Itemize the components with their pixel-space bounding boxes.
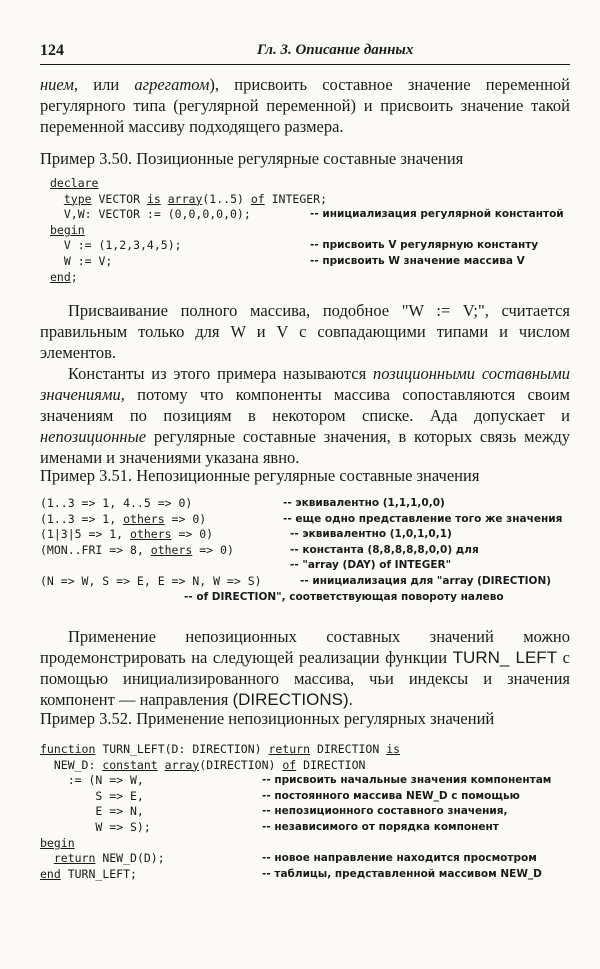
paragraph-intro: нием, или агрегатом), присвоить составное значение переменной регулярного типа (регулярной переменной) и присвоить значение такой переменной массиву подходящего размера. [40, 75, 570, 136]
code-comment: -- эквивалентно (1,0,1,0,1) [290, 528, 452, 541]
code-comment: -- "array (DAY) of INTEGER" [290, 559, 452, 572]
term-directions: (DIRECTIONS) [232, 690, 349, 709]
term-aggregate: агрегатом [134, 75, 210, 94]
example-3-51-code: (1..3 => 1, 4..5 => 0) (1..3 => 1, others => 0) (1|3|5 => 1, others => 0) (MON..FRI => 8, others => 0) (N => W, S => E, E => N, W => S) [40, 496, 262, 588]
code-comment: -- константа (8,8,8,8,8,0,0) для [290, 543, 479, 556]
page-number: 124 [40, 42, 64, 59]
code-comment: -- присвоить начальные значения компонентам [262, 774, 552, 787]
example-3-50-code: declare type VECTOR is array(1..5) of INTEGER; V,W: VECTOR := (0,0,0,0,0); begin V := (1,2,3,4,5); W := V; end; [50, 176, 328, 284]
code-comment: -- таблицы, представленной массивом NEW_D [262, 867, 542, 880]
code-comment: -- инициализация для "array (DIRECTION) [300, 575, 552, 587]
running-header [40, 40, 570, 65]
code-comment: -- независимого от порядка компонент [262, 821, 499, 833]
term-nie: нием [40, 75, 74, 94]
code-comment: -- присвоить W значение массива V [310, 255, 525, 267]
example-3-52-code: function TURN_LEFT(D: DIRECTION) return DIRECTION is NEW_D: constant array(DIRECTION) of DIRECTION := (N => W, S => E, E => N, W => S); begin return NEW_D(D); end TURN_LEFT; [40, 742, 401, 881]
example-3-50-caption: Пример 3.50. Позиционные регулярные составные значения [40, 149, 464, 168]
paragraph-positional: Константы из этого примера называются позиционными составными значениями, потому что компоненты массива сопоставляются своим значениям по позициям в некотором списке. Ада допускает и непозиционные регулярные составные значения, в которых связь между именами и значениями указана явно. [40, 364, 570, 467]
code-comment: -- инициализация регулярной константой [310, 208, 564, 221]
example-3-51-caption: Пример 3.51. Непозиционные регулярные составные значения [40, 466, 480, 485]
chapter-title: Гл. 3. Описание данных [257, 42, 414, 58]
code-comment: -- of DIRECTION", соответствующая повороту налево [184, 590, 504, 603]
code-comment: -- присвоить V регулярную константу [310, 239, 539, 252]
example-3-52-caption: Пример 3.52. Применение непозиционных регулярных значений [40, 709, 495, 728]
code-comment: -- эквивалентно (1,1,1,0,0) [283, 497, 445, 509]
term-turn-left: TURN_ LEFT [452, 648, 558, 667]
code-comment: -- непозиционного составного значения, [262, 805, 508, 818]
paragraph-full-assignment: Присваивание полного массива, подобное "W := V;", считается правильным только для W и V с совпадающими типами и числом элементов. [40, 301, 570, 362]
code-comment: -- новое направление находится просмотром [262, 852, 537, 865]
code-comment: -- постоянного массива NEW_D с помощью [262, 789, 520, 802]
paragraph-turn-left: Применение непозиционных составных значений можно продемонстрировать на следующей реализации функции TURN_ LEFT с помощью инициализированного массива, чьи индексы и значения компонент — направления (DIRECTIONS). [40, 627, 570, 709]
term-positional-aggregates: позиционными составными значениями [40, 364, 570, 404]
term-named: непозиционные [40, 427, 147, 446]
code-comment: -- еще одно представление того же значения [283, 512, 563, 525]
